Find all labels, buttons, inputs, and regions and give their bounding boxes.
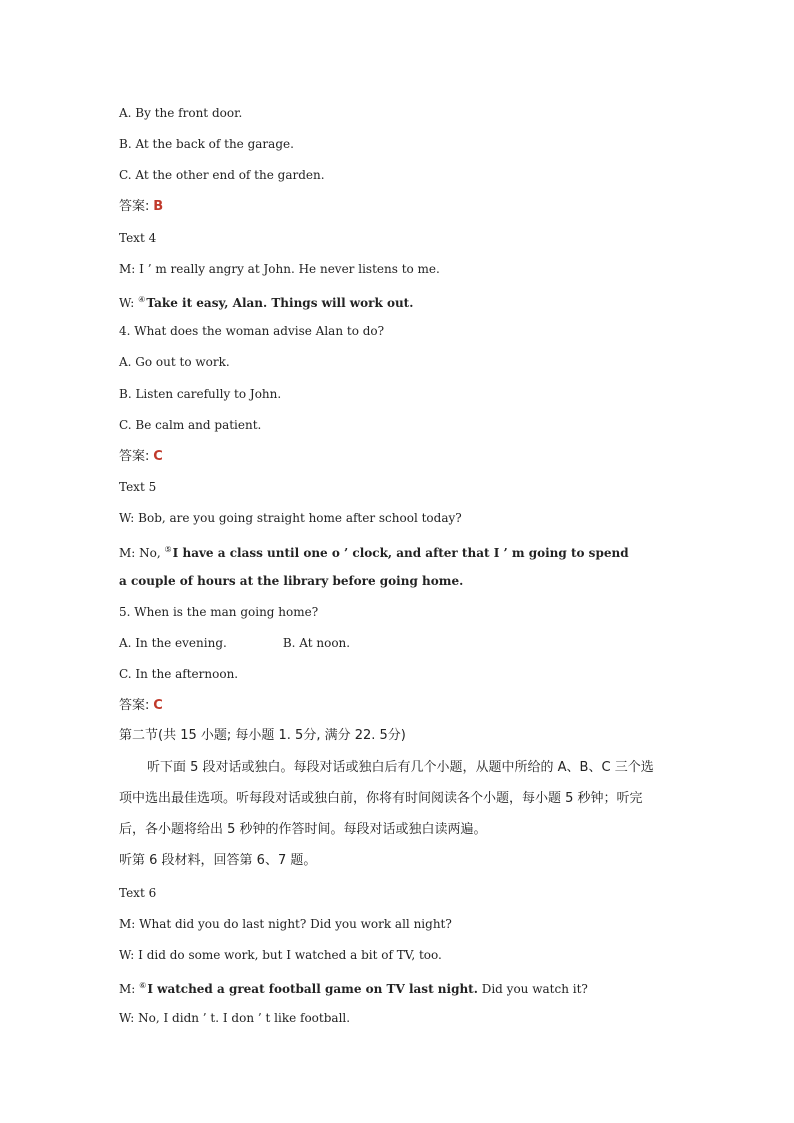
answer-value: B: [153, 199, 164, 214]
text-heading-4: Text 4: [119, 231, 157, 245]
option-c-q4: C. Be calm and patient.: [119, 418, 262, 432]
answer-q5: [119, 697, 734, 714]
option-c-q5: C. In the afternoon.: [119, 667, 239, 681]
key-sentence: I have a class until one o ’ clock, and after that I ’ m going to spend: [172, 546, 629, 560]
question-5: 5. When is the man going home?: [119, 605, 319, 619]
instructions-line-2: 项中选出最佳选项。听每段对话或独白前，你将有时间阅读各个小题，每小题 5 秒钟；听完: [119, 791, 643, 806]
option-a-q3: A. By the front door.: [119, 106, 243, 120]
answer-label: 答案:: [119, 698, 150, 713]
option-b-q4: B. Listen carefully to John.: [119, 387, 282, 401]
text-heading-5: Text 5: [119, 480, 157, 494]
answer-q4: [119, 448, 734, 465]
speaker-label: W:: [119, 296, 139, 310]
instructions-line-1: 听下面 5 段对话或独白。每段对话或独白后有几个小题，从题中所给的 A、B、C 三个选: [147, 760, 654, 775]
option-b-q3: B. At the back of the garage.: [119, 137, 294, 151]
options-ab-q5: [119, 635, 734, 651]
speaker-label: M: No,: [119, 546, 165, 560]
answer-label: 答案:: [119, 449, 150, 464]
marker-4: ④: [138, 295, 146, 304]
answer-label: 答案:: [119, 199, 150, 214]
text-heading-6: Text 6: [119, 886, 157, 900]
key-sentence-continued: a couple of hours at the library before going home.: [119, 574, 464, 588]
option-a-q5: A. In the evening.: [119, 636, 227, 650]
key-sentence: I watched a great football game on TV last night.: [147, 982, 478, 996]
answer-value: C: [153, 698, 163, 713]
option-b-q5: B. At noon.: [282, 636, 351, 650]
question-4: 4. What does the woman advise Alan to do?: [119, 324, 385, 338]
sentence-rest: Did you watch it?: [477, 982, 588, 996]
dialogue-line: M: What did you do last night? Did you work all night?: [119, 917, 452, 931]
dialogue-line: M: I ’ m really angry at John. He never listens to me.: [119, 262, 440, 276]
key-sentence: Take it easy, Alan. Things will work out.: [146, 296, 414, 310]
dialogue-line: [119, 292, 734, 311]
answer-q3: [119, 198, 734, 215]
marker-6: ⑥: [139, 981, 147, 990]
marker-5: ⑤: [164, 545, 172, 554]
speaker-label: M:: [119, 982, 140, 996]
instructions-line-3: 后，各小题将给出 5 秒钟的作答时间。每段对话或独白读两遍。: [119, 822, 487, 837]
answer-value: C: [153, 449, 163, 464]
dialogue-line: W: Bob, are you going straight home after school today?: [119, 511, 462, 525]
option-c-q3: C. At the other end of the garden.: [119, 168, 325, 182]
section-heading: 第二节(共 15 小题; 每小题 1. 5分, 满分 22. 5分): [119, 728, 406, 743]
material-instruction: 听第 6 段材料，回答第 6、7 题。: [119, 853, 317, 868]
dialogue-line: [119, 542, 734, 561]
dialogue-line: W: I did do some work, but I watched a bit of TV, too.: [119, 948, 442, 962]
dialogue-line: W: No, I didn ’ t. I don ’ t like football.: [119, 1011, 351, 1025]
option-a-q4: A. Go out to work.: [119, 355, 230, 369]
dialogue-line: [119, 978, 734, 997]
